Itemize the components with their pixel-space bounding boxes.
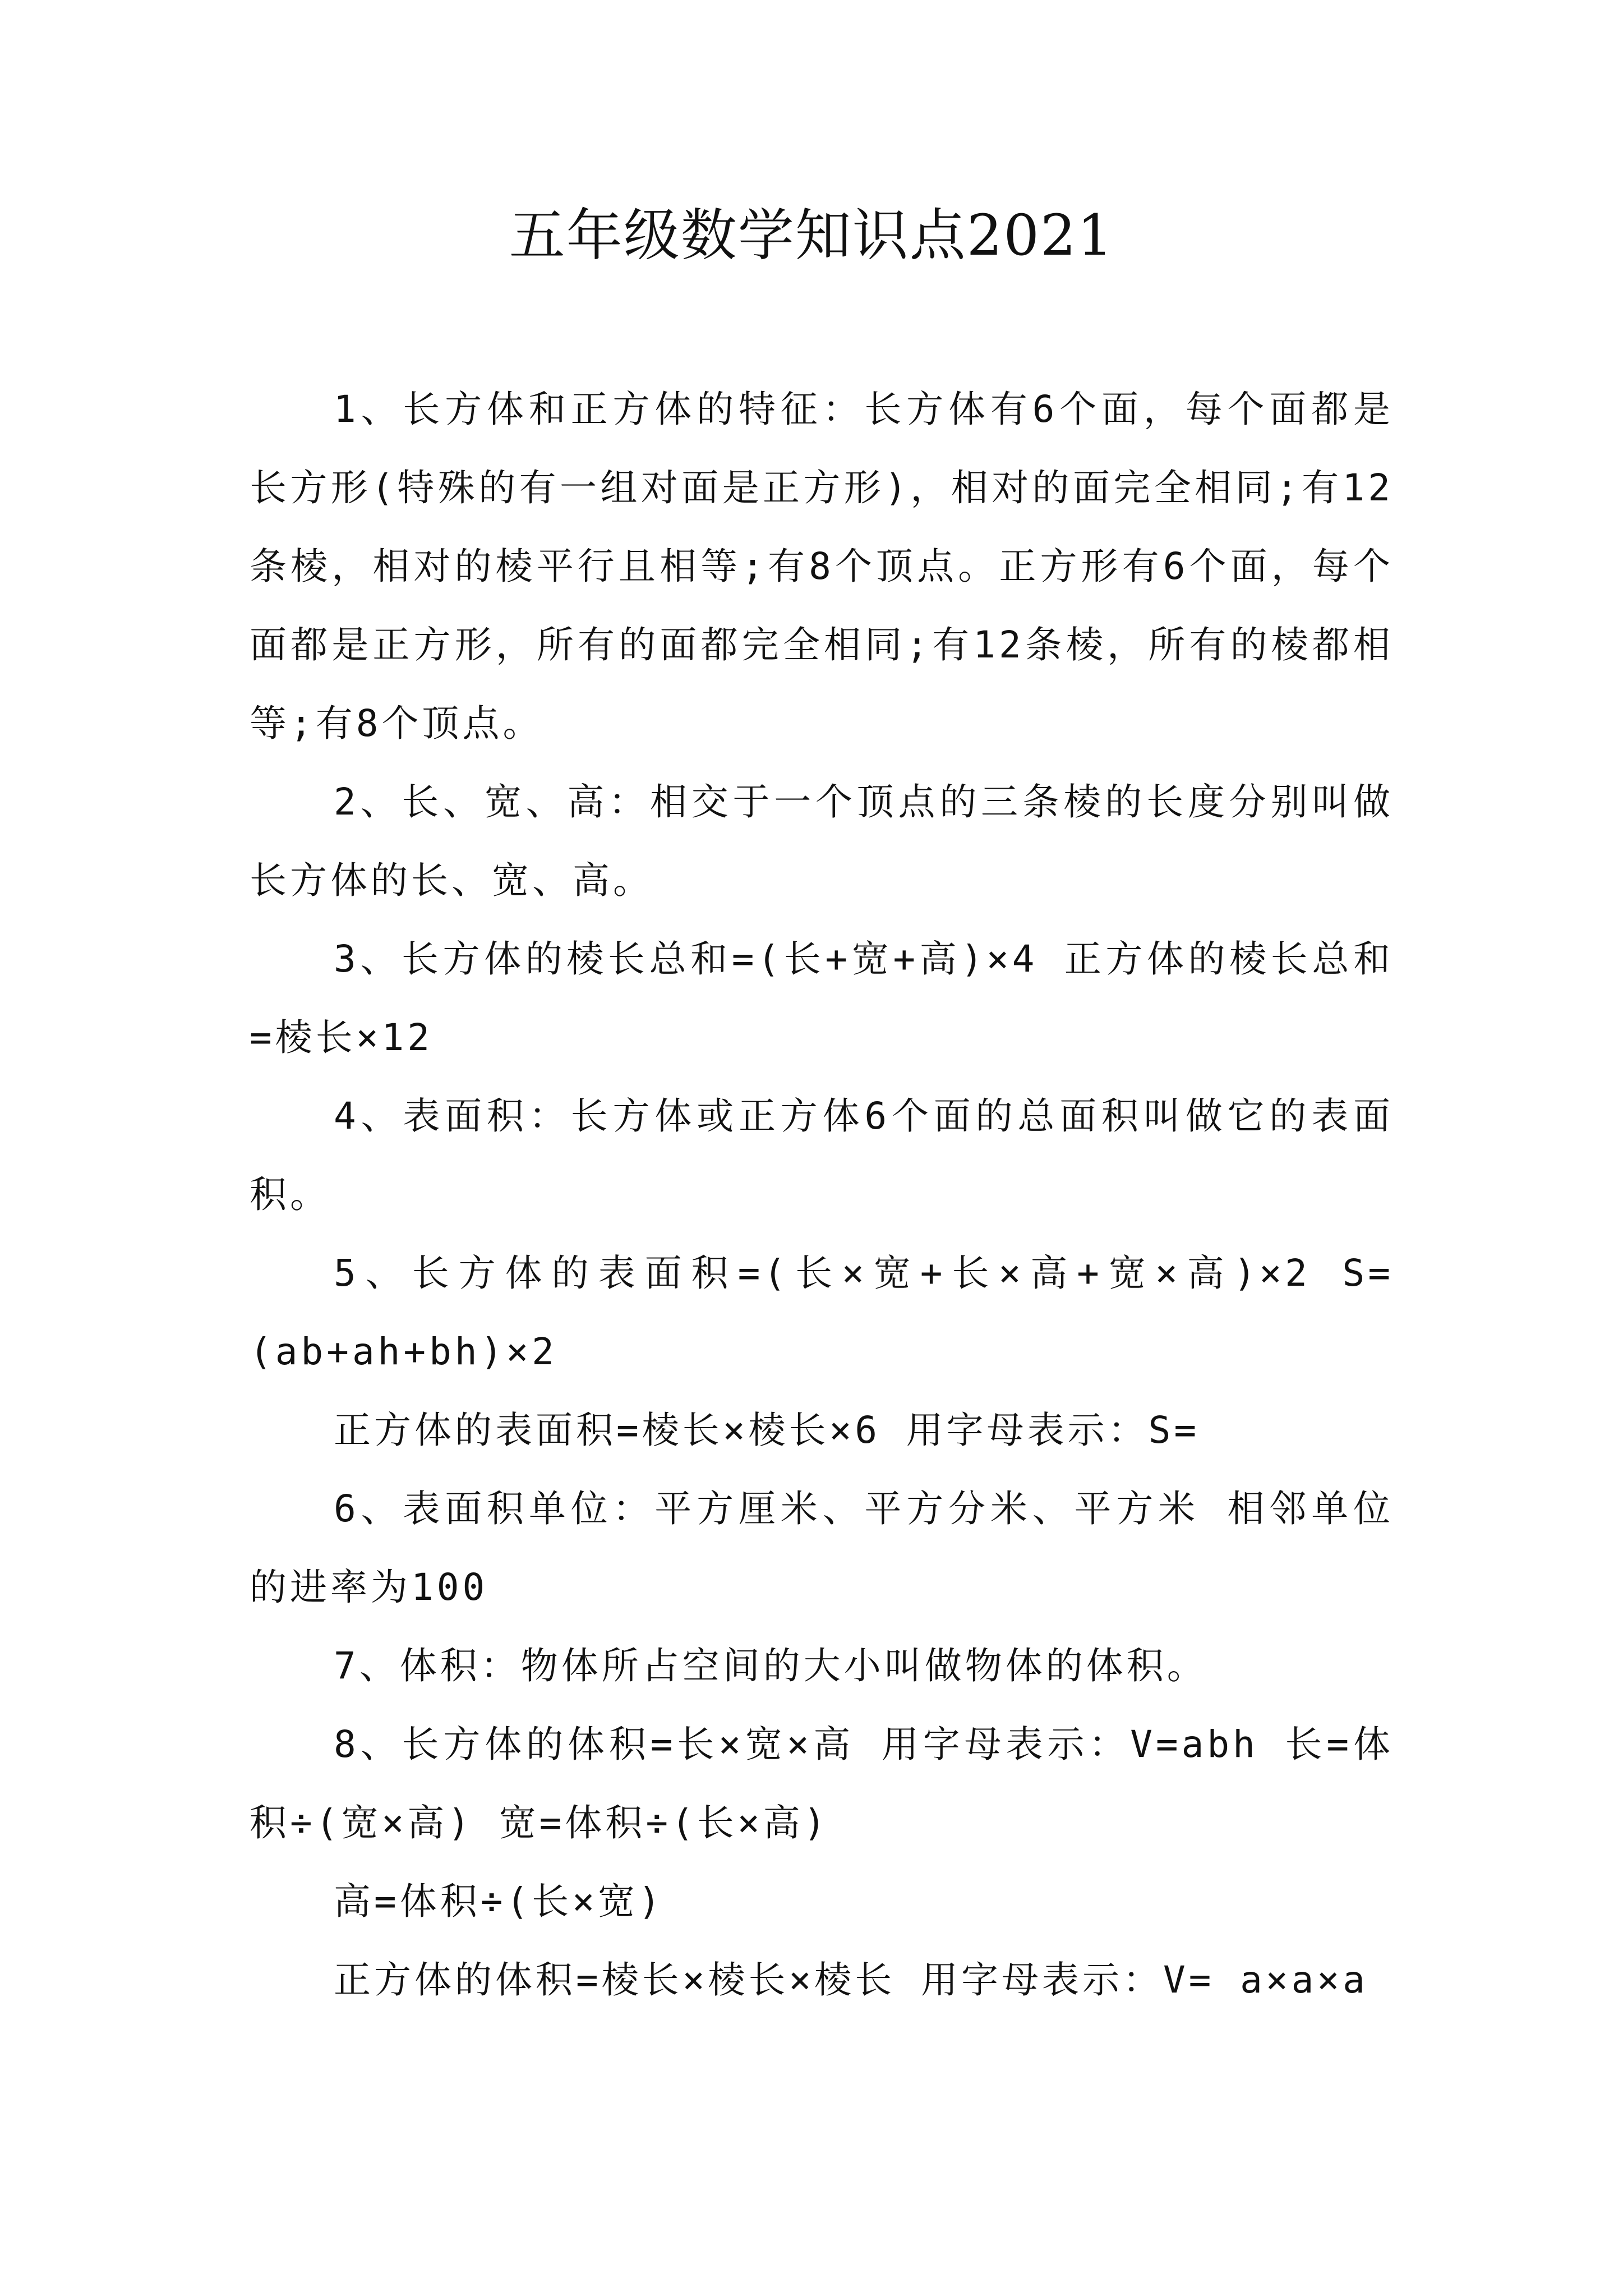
paragraph-8-cube-volume: 正方体的体积=棱长×棱长×棱长 用字母表示：V= a×a×a bbox=[334, 1958, 1368, 2001]
paragraph-7: 7、体积：物体所占空间的大小叫做物体的体积。 bbox=[334, 1644, 1207, 1687]
paragraph-6: 6、表面积单位：平方厘米、平方分米、平方米 相邻单位的进率为100 bbox=[250, 1487, 1394, 1609]
document-title: 五年级数学知识点2021 bbox=[509, 203, 1114, 268]
paragraph-5: 5、长方体的表面积=(长×宽+长×高+宽×高)×2 S=(ab+ah+bh)×2 bbox=[250, 1251, 1394, 1373]
paragraph-5-cube-surface: 正方体的表面积=棱长×棱长×6 用字母表示：S= bbox=[334, 1409, 1200, 1452]
paragraph-1: 1、长方体和正方体的特征：长方体有6个面，每个面都是长方形(特殊的有一组对面是正方形)，相对的面完全相同;有12条棱，相对的棱平行且相等;有8个顶点。正方形有6个面，每个面都是正方形，所有的面都完全相同;有12条棱，所有的棱都相等;有8个顶点。 bbox=[250, 388, 1394, 745]
paragraph-2: 2、长、宽、高：相交于一个顶点的三条棱的长度分别叫做长方体的长、宽、高。 bbox=[250, 780, 1394, 902]
paragraph-3: 3、长方体的棱长总和=(长+宽+高)×4 正方体的棱长总和=棱长×12 bbox=[250, 937, 1394, 1059]
document-body bbox=[250, 370, 1394, 2019]
paragraph-8-height: 高=体积÷(长×宽) bbox=[334, 1880, 664, 1923]
paragraph-4: 4、表面积：长方体或正方体6个面的总面积叫做它的表面积。 bbox=[250, 1094, 1394, 1216]
paragraph-8: 8、长方体的体积=长×宽×高 用字母表示：V=abh 长=体积÷(宽×高) 宽=体积÷(长×高) bbox=[250, 1723, 1394, 1844]
